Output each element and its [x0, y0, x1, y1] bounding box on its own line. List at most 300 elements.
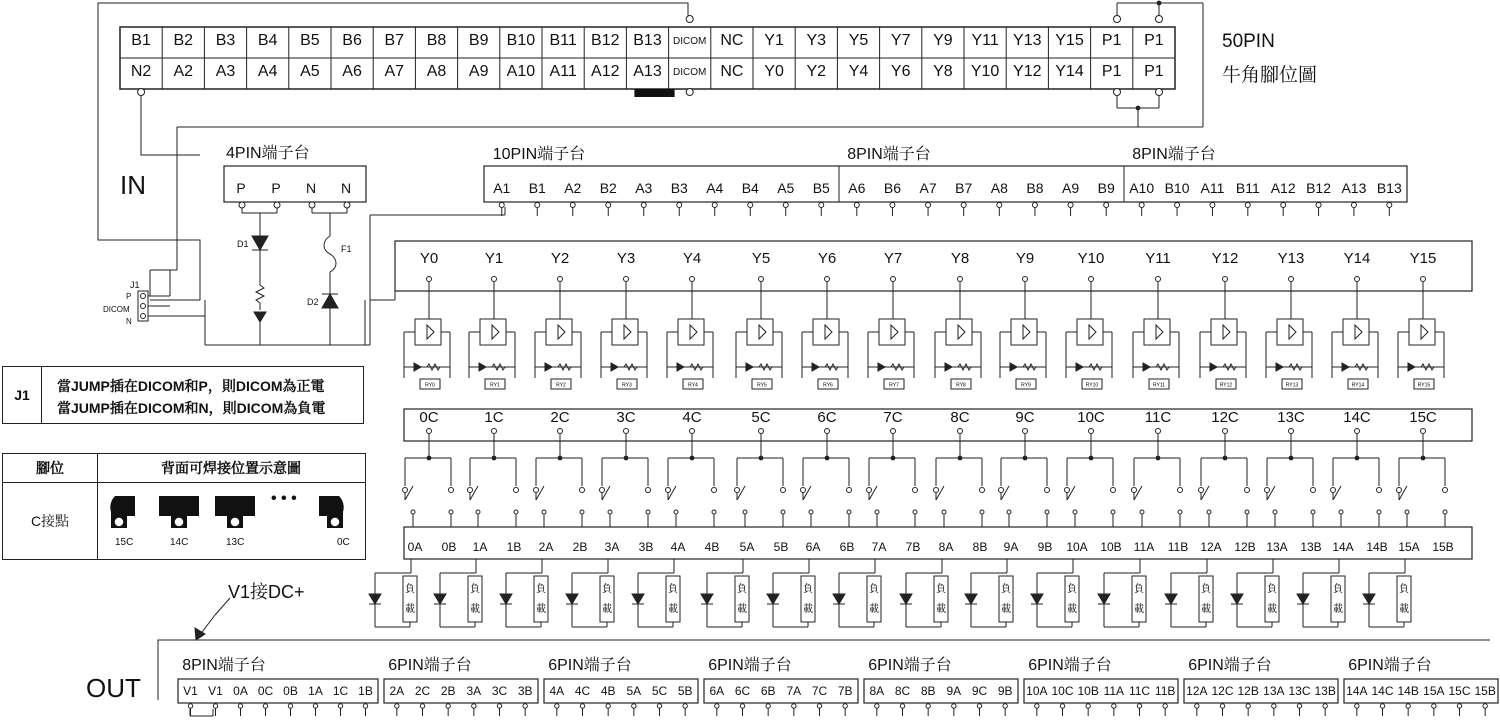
contact-label-b: 5B: [773, 540, 789, 554]
output-block-title: 6PIN端子台: [1188, 657, 1272, 674]
load-diode: [833, 594, 845, 604]
output-terminal-pin: [900, 704, 904, 708]
output-terminal-label: 2B: [440, 684, 456, 698]
contact-label-a: 4A: [670, 540, 686, 554]
pad-label-14c: 14C: [170, 537, 189, 548]
input-terminal-label: B4: [741, 180, 759, 196]
output-terminal-pin: [1163, 704, 1167, 708]
output-terminal-label: 5C: [651, 684, 668, 698]
switch-contact: [674, 510, 678, 514]
output-terminal-pin: [313, 704, 317, 708]
switch-contact: [608, 510, 612, 514]
relay-label: RY7: [889, 382, 899, 389]
load-label-top: 負: [1067, 584, 1077, 595]
output-terminal-pin: [363, 704, 367, 708]
contact-label-a: 12A: [1200, 540, 1222, 554]
input-block-title: 8PIN端子台: [847, 146, 931, 163]
y-label: Y3: [616, 250, 636, 267]
y-terminal: [825, 277, 830, 282]
output-block-title: 6PIN端子台: [1348, 657, 1432, 674]
input-terminal-pin: [499, 203, 504, 208]
connector-pin-top: Y15: [1055, 32, 1084, 49]
switch-contact: [580, 510, 584, 514]
switch-contact-b: [1111, 488, 1116, 493]
output-terminal-pin: [555, 704, 559, 708]
common-label: 3C: [616, 409, 636, 426]
output-terminal-label: 12C: [1211, 684, 1234, 698]
pin-p1: [1156, 89, 1163, 96]
input-terminal-pin: [819, 203, 824, 208]
output-terminal-label: 2C: [414, 684, 431, 698]
switch-contact-a: [1199, 488, 1204, 493]
j1-note-line2: 當JUMP插在DICOM和N，則DICOM為負電: [57, 400, 326, 416]
relay-led: [479, 363, 486, 371]
input-terminal-pin: [890, 203, 895, 208]
output-terminal-pin: [715, 704, 719, 708]
output-terminal-pin: [740, 704, 744, 708]
connector-pin-top: B1: [131, 32, 151, 49]
connector-pin-bottom: Y14: [1055, 63, 1084, 80]
y-terminal: [759, 277, 764, 282]
load-label-bottom: 載: [1399, 604, 1409, 615]
contact-label-a: 7A: [871, 540, 887, 554]
relay-label: RY4: [688, 382, 698, 389]
relay-label: RY15: [1417, 382, 1431, 389]
load-label-top: 負: [1333, 584, 1343, 595]
connector-pin-bottom: A2: [173, 63, 194, 80]
contact-label-b: 11B: [1167, 540, 1189, 554]
opto-arrow: [1355, 325, 1362, 339]
contact-label-b: 15B: [1432, 540, 1454, 554]
switch-contact: [1178, 510, 1182, 514]
input-terminal-pin: [606, 203, 611, 208]
input-terminal-label: A8: [990, 180, 1008, 196]
output-terminal-pin: [1220, 704, 1224, 708]
output-terminal-label: 15B: [1474, 684, 1496, 698]
power-terminal-pin: [239, 202, 245, 208]
input-terminal-pin: [1387, 203, 1392, 208]
output-terminal-label: 8B: [920, 684, 936, 698]
opto-arrow: [759, 325, 766, 339]
input-terminal-pin: [677, 203, 682, 208]
connector-pin-top: P1: [1101, 32, 1122, 49]
contact-label-a: 5A: [739, 540, 755, 554]
common-label: 7C: [883, 409, 903, 426]
switch-contact: [449, 510, 453, 514]
load-label-bottom: 載: [470, 604, 480, 615]
switch-contact-b: [1245, 488, 1250, 493]
y-terminal: [624, 277, 629, 282]
output-terminal-pin: [188, 704, 192, 708]
connector-pin-top: NC: [720, 32, 744, 49]
pin-p1: [1114, 16, 1121, 23]
input-terminal-pin: [1068, 203, 1073, 208]
load-box: [934, 576, 948, 622]
common-terminal: [624, 429, 629, 434]
relay-led: [1210, 363, 1217, 371]
diode-d1: [252, 236, 268, 250]
led-indicator: [254, 312, 266, 322]
switch-contact: [1073, 510, 1077, 514]
switch-contact: [712, 510, 716, 514]
input-terminal-pin: [1245, 203, 1250, 208]
connector-pin-top: B9: [468, 32, 489, 49]
y-label: Y1: [484, 250, 504, 267]
load-diode: [900, 594, 912, 604]
y-label: Y11: [1145, 250, 1171, 267]
y-terminal: [1156, 277, 1161, 282]
resistor: [256, 285, 264, 303]
y-label: Y9: [1015, 250, 1035, 267]
connector-pin-bottom: A12: [591, 63, 620, 80]
switch-contact-b: [980, 488, 985, 493]
j1-pin-p: [141, 294, 146, 299]
contact-label-a: 6A: [805, 540, 821, 554]
connector-pin-bottom: Y10: [970, 63, 1000, 80]
y-label: Y8: [950, 250, 970, 267]
load-label-top: 負: [470, 584, 480, 595]
output-terminal-pin: [683, 704, 687, 708]
in-label: IN: [120, 170, 146, 200]
contact-label-b: 14B: [1366, 540, 1388, 554]
output-terminal-label: 11A: [1103, 684, 1125, 698]
power-block-title: 4PIN端子台: [226, 145, 310, 162]
input-terminal-pin: [748, 203, 753, 208]
y-label: Y15: [1409, 250, 1437, 267]
output-block-title: 6PIN端子台: [708, 657, 792, 674]
load-diode: [1363, 594, 1375, 604]
contact-label-b: 1B: [506, 540, 522, 554]
output-terminal-pin: [263, 704, 267, 708]
input-terminal-pin: [570, 203, 575, 208]
relay-led: [945, 363, 952, 371]
input-block-title: 8PIN端子台: [1132, 146, 1216, 163]
common-terminal: [492, 429, 497, 434]
output-terminal-pin: [977, 704, 981, 708]
connector-pin-bottom: N2: [130, 63, 152, 80]
y-terminal: [958, 277, 963, 282]
output-terminal-label: 3B: [517, 684, 533, 698]
connector-pin-top: Y3: [806, 32, 827, 49]
load-box: [1065, 576, 1079, 622]
common-terminal: [1355, 429, 1360, 434]
common-terminal: [759, 429, 764, 434]
contact-label-b: 9B: [1037, 540, 1053, 554]
y-label: Y13: [1277, 250, 1305, 267]
load-box: [600, 576, 614, 622]
common-label: 14C: [1343, 409, 1371, 426]
power-terminal-label: P: [271, 180, 281, 196]
connector-pin-top: B5: [300, 32, 320, 49]
opto-arrow: [1023, 325, 1030, 339]
load-diode: [434, 594, 446, 604]
input-terminal-pin: [1139, 203, 1144, 208]
y-terminal: [891, 277, 896, 282]
connector-pin-bottom: A5: [300, 63, 320, 80]
output-terminal-label: 15A: [1423, 684, 1445, 698]
output-terminal-pin: [1246, 704, 1250, 708]
opto-arrow: [624, 325, 631, 339]
relay-label: RY14: [1351, 382, 1365, 389]
relay-label: RY10: [1085, 382, 1099, 389]
input-terminal-pin: [1316, 203, 1321, 208]
output-terminal-pin: [1457, 704, 1461, 708]
load-label-top: 負: [405, 584, 415, 595]
switch-contact-a: [934, 488, 939, 493]
switch-contact-a: [1132, 488, 1137, 493]
load-label-bottom: 載: [803, 604, 813, 615]
output-terminal-pin: [1035, 704, 1039, 708]
relay-led: [545, 363, 552, 371]
output-terminal-pin: [817, 704, 821, 708]
output-terminal-label: 14B: [1397, 684, 1419, 698]
input-terminal-label: B3: [670, 180, 688, 196]
connector-pin-top: Y5: [848, 32, 869, 49]
output-terminal-label: 5A: [626, 684, 642, 698]
common-label: 5C: [751, 409, 771, 426]
switch-contact-a: [600, 488, 605, 493]
load-diode: [1098, 594, 1110, 604]
j1-pin-n: N: [126, 317, 132, 326]
input-terminal-pin: [783, 203, 788, 208]
y-label: Y7: [883, 250, 903, 267]
contact-label-b: 13B: [1300, 540, 1322, 554]
out-label: OUT: [86, 673, 141, 703]
input-terminal-label: B10: [1164, 180, 1190, 196]
common-label: 4C: [682, 409, 702, 426]
output-terminal-pin: [338, 704, 342, 708]
output-terminal-pin: [1086, 704, 1090, 708]
switch-contact-a: [735, 488, 740, 493]
d1-label: D1: [237, 239, 249, 249]
contact-label-b: 3B: [638, 540, 654, 554]
output-terminal-label: 7A: [786, 684, 802, 698]
input-terminal-label: B12: [1306, 180, 1332, 196]
common-label: 0C: [419, 409, 439, 426]
switch-contact-a: [534, 488, 539, 493]
output-terminal-pin: [632, 704, 636, 708]
output-terminal-label: 12B: [1237, 684, 1259, 698]
load-label-top: 負: [737, 584, 747, 595]
common-terminal: [958, 429, 963, 434]
contact-label-a: 13A: [1266, 540, 1288, 554]
y-label: Y5: [751, 250, 771, 267]
switch-contact: [942, 510, 946, 514]
switch-contact-b: [847, 488, 852, 493]
output-terminal-pin: [657, 704, 661, 708]
output-block-title: 6PIN端子台: [388, 657, 472, 674]
pin-p1: [1156, 16, 1163, 23]
output-terminal-label: 1C: [332, 684, 349, 698]
contact-label-b: 2B: [572, 540, 588, 554]
output-terminal-pin: [238, 704, 242, 708]
output-terminal-label: V1: [208, 684, 223, 698]
contact-label-b: 6B: [839, 540, 855, 554]
load-label-bottom: 載: [869, 604, 879, 615]
opto-arrow: [958, 325, 965, 339]
output-terminal-pin: [1137, 704, 1141, 708]
relay-label: RY2: [556, 382, 566, 389]
load-label-top: 負: [1134, 584, 1144, 595]
output-terminal-label: 0B: [283, 684, 298, 698]
switch-contact-a: [1331, 488, 1336, 493]
y-terminal: [690, 277, 695, 282]
connector-pin-top: P1: [1144, 32, 1164, 49]
input-terminal-label: A3: [635, 180, 653, 196]
switch-contact: [1377, 510, 1381, 514]
load-label-top: 負: [1399, 584, 1409, 595]
output-terminal-label: 7C: [811, 684, 828, 698]
opto-arrow: [891, 325, 898, 339]
opto-arrow: [558, 325, 565, 339]
switch-contact: [809, 510, 813, 514]
switch-contact: [1311, 510, 1315, 514]
input-terminal-pin: [1210, 203, 1215, 208]
switch-contact-a: [867, 488, 872, 493]
output-terminal-pin: [497, 704, 501, 708]
output-terminal-label: 10C: [1051, 684, 1074, 698]
pin-n2: [138, 89, 145, 96]
input-terminal-pin: [1281, 203, 1286, 208]
connector-pin-bottom: Y12: [1013, 63, 1042, 80]
output-terminal-pin: [1406, 704, 1410, 708]
common-label: 15C: [1409, 409, 1437, 426]
y-label: Y2: [550, 250, 570, 267]
switch-contact: [1045, 510, 1049, 514]
y-terminal: [558, 277, 563, 282]
connector-pin-top: B12: [591, 32, 620, 49]
contact-label-a: 9A: [1003, 540, 1019, 554]
output-terminal-pin: [1060, 704, 1064, 708]
load-diode: [767, 594, 779, 604]
y-terminal: [1421, 277, 1426, 282]
output-block-title: 6PIN端子台: [1028, 657, 1112, 674]
pin-p1: [1114, 89, 1121, 96]
output-terminal-label: 12A: [1186, 684, 1208, 698]
relay-led: [746, 363, 753, 371]
input-terminal-pin: [1104, 203, 1109, 208]
load-diode: [1031, 594, 1043, 604]
connector-pin-top: B3: [215, 32, 236, 49]
load-diode: [369, 594, 381, 604]
common-label: 13C: [1277, 409, 1305, 426]
input-terminal-label: B2: [599, 180, 617, 196]
common-terminal: [1156, 429, 1161, 434]
relay-label: RY13: [1285, 382, 1299, 389]
connector-pin-bottom: A6: [342, 63, 362, 80]
load-diode: [632, 594, 644, 604]
common-label: 1C: [484, 409, 504, 426]
common-terminal: [427, 429, 432, 434]
relay-label: RY8: [956, 382, 966, 389]
output-terminal-pin: [1195, 704, 1199, 708]
switch-contact: [1443, 510, 1447, 514]
pad-label-15c: 15C: [115, 537, 134, 548]
relay-label: RY11: [1152, 382, 1166, 389]
output-terminal-pin: [1483, 704, 1487, 708]
output-terminal-pin: [288, 704, 292, 708]
load-diode: [500, 594, 512, 604]
switch-contact: [781, 510, 785, 514]
pin-table-row-label: C接點: [3, 482, 98, 559]
relay-label: RY5: [757, 382, 767, 389]
input-terminal-label: A6: [848, 180, 866, 196]
input-terminal-label: B5: [812, 180, 830, 196]
opto-arrow: [1089, 325, 1096, 339]
input-terminal-label: A2: [564, 180, 582, 196]
output-terminal-pin: [1003, 704, 1007, 708]
relay-led: [611, 363, 618, 371]
output-terminal-label: 3C: [491, 684, 508, 698]
output-terminal-pin: [792, 704, 796, 708]
connector-pin-bottom: Y4: [848, 63, 869, 80]
load-box: [801, 576, 815, 622]
switch-contact-a: [468, 488, 473, 493]
switch-contact-a: [1265, 488, 1270, 493]
switch-contact: [1111, 510, 1115, 514]
load-box: [468, 576, 482, 622]
y-label: Y14: [1343, 250, 1371, 267]
j1-note-key: J1: [3, 367, 42, 423]
switch-contact-b: [1311, 488, 1316, 493]
connector-pin-top: Y11: [971, 32, 999, 49]
connector-pin-bottom: A8: [426, 63, 447, 80]
relay-led: [1276, 363, 1283, 371]
connector-pin-bottom: A7: [384, 63, 405, 80]
output-terminal-label: 6A: [709, 684, 725, 698]
contact-label-a: 10A: [1066, 540, 1088, 554]
relay-led: [1408, 363, 1415, 371]
common-label: 12C: [1211, 409, 1239, 426]
j1-label: J1: [130, 280, 140, 290]
j1-pin-dicom: DICOM: [103, 305, 130, 314]
switch-contact-a: [666, 488, 671, 493]
connector-pin-bottom: A3: [215, 63, 236, 80]
switch-contact-b: [1045, 488, 1050, 493]
output-terminal-pin: [472, 704, 476, 708]
input-terminal-pin: [926, 203, 931, 208]
contact-label-b: 0B: [441, 540, 457, 554]
pad-label-13c: 13C: [226, 537, 245, 548]
input-terminal-label: A13: [1341, 180, 1367, 196]
load-label-bottom: 載: [1267, 604, 1277, 615]
output-terminal-label: 13B: [1314, 684, 1336, 698]
common-label: 6C: [817, 409, 837, 426]
connector-pin-bottom: A9: [468, 63, 489, 80]
output-terminal-pin: [523, 704, 527, 708]
switch-contact: [411, 510, 415, 514]
output-terminal-label: 9C: [971, 684, 988, 698]
switch-contact: [1339, 510, 1343, 514]
connector-pin-bottom: A4: [257, 63, 278, 80]
wire-n2: [141, 95, 200, 155]
output-terminal-label: 6C: [734, 684, 751, 698]
output-block-title: 8PIN端子台: [182, 657, 266, 674]
output-terminal-label: 14C: [1371, 684, 1394, 698]
input-terminal-label: A11: [1200, 180, 1225, 196]
common-terminal: [558, 429, 563, 434]
connector-pin-top: B11: [549, 32, 577, 49]
connector-label-line1: 50PIN: [1222, 31, 1275, 52]
switch-contact: [646, 510, 650, 514]
output-terminal-pin: [926, 704, 930, 708]
load-label-top: 負: [536, 584, 546, 595]
output-terminal-label: 4C: [574, 684, 591, 698]
common-terminal: [1223, 429, 1228, 434]
connector-pin-top: Y13: [1013, 32, 1042, 49]
y-terminal: [1289, 277, 1294, 282]
f1-label: F1: [341, 244, 352, 254]
